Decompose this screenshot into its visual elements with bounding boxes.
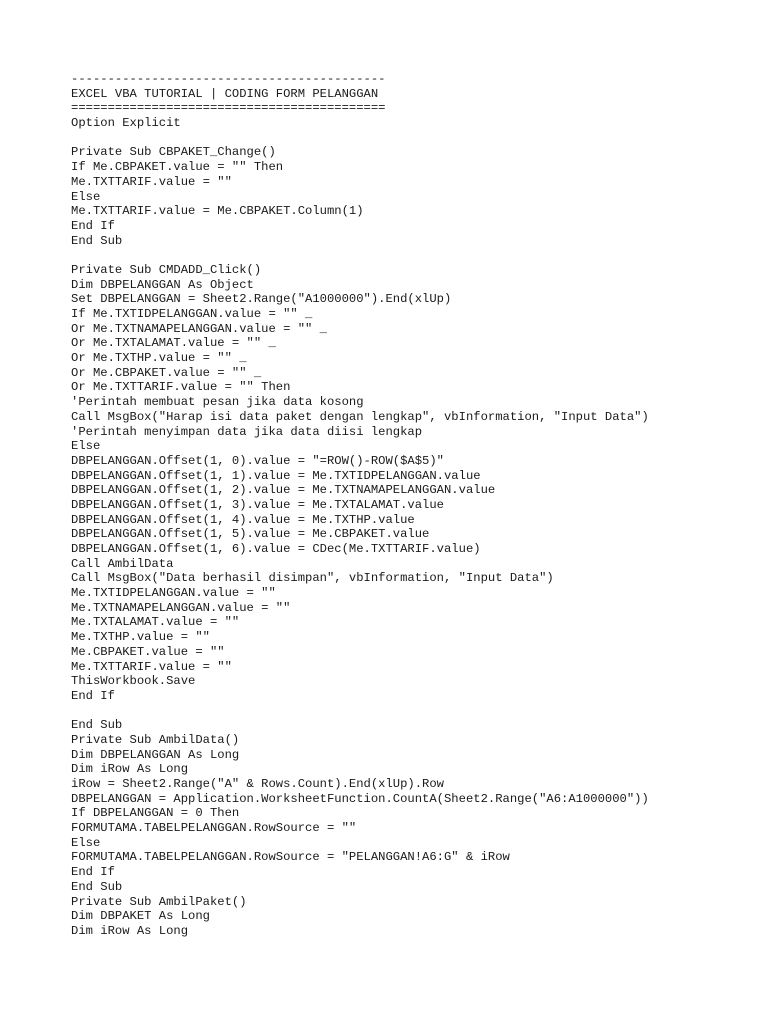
code-line: End Sub <box>71 879 123 894</box>
code-line: Or Me.TXTTARIF.value = "" Then <box>71 380 291 395</box>
code-line: Dim DBPELANGGAN As Object <box>71 277 254 292</box>
code-line: Call AmbilData <box>71 556 174 571</box>
code-line: Call MsgBox("Harap isi data paket dengan lengkap", vbInformation, "Input Data") <box>71 409 649 424</box>
code-line: Private Sub CMDADD_Click() <box>71 262 262 277</box>
code-line: Else <box>71 189 101 204</box>
code-line: Private Sub CBPAKET_Change() <box>71 145 276 160</box>
code-line: DBPELANGGAN.Offset(1, 0).value = "=ROW()-ROW($A$5)" <box>71 453 444 468</box>
code-line: FORMUTAMA.TABELPELANGGAN.RowSource = "PELANGGAN!A6:G" & iRow <box>71 850 510 865</box>
code-line: Or Me.TXTNAMAPELANGGAN.value = "" _ <box>71 321 327 336</box>
code-line <box>71 248 649 263</box>
code-line: Dim DBPELANGGAN As Long <box>71 747 240 762</box>
code-line: Me.TXTTARIF.value = "" <box>71 174 232 189</box>
code-line: DBPELANGGAN.Offset(1, 1).value = Me.TXTIDPELANGGAN.value <box>71 468 481 483</box>
code-line: Me.TXTTARIF.value = "" <box>71 659 232 674</box>
code-line: iRow = Sheet2.Range("A" & Rows.Count).End(xlUp).Row <box>71 777 444 791</box>
code-line: ThisWorkbook.Save <box>71 674 196 689</box>
code-line: Me.TXTIDPELANGGAN.value = "" <box>71 586 276 601</box>
code-line: End Sub <box>71 718 123 733</box>
code-line: Or Me.CBPAKET.value = "" _ <box>71 365 262 380</box>
code-line <box>71 704 649 719</box>
code-listing <box>71 72 649 939</box>
code-line: End If <box>71 865 115 880</box>
code-line: DBPELANGGAN.Offset(1, 6).value = CDec(Me.TXTTARIF.value) <box>71 542 481 556</box>
code-line: DBPELANGGAN.Offset(1, 2).value = Me.TXTNAMAPELANGGAN.value <box>71 483 496 498</box>
code-line: Me.TXTNAMAPELANGGAN.value = "" <box>71 600 291 615</box>
code-line: Set DBPELANGGAN = Sheet2.Range("A1000000").End(xlUp) <box>71 292 452 307</box>
code-line: 'Perintah membuat pesan jika data kosong <box>71 395 364 410</box>
code-line: Call MsgBox("Data berhasil disimpan", vbInformation, "Input Data") <box>71 571 554 586</box>
code-line: DBPELANGGAN.Offset(1, 5).value = Me.CBPAKET.value <box>71 527 430 542</box>
code-line: Me.TXTHP.value = "" <box>71 630 210 645</box>
code-line: EXCEL VBA TUTORIAL | CODING FORM PELANGGAN <box>71 86 379 101</box>
code-line: DBPELANGGAN.Offset(1, 3).value = Me.TXTALAMAT.value <box>71 497 444 512</box>
code-line: Or Me.TXTALAMAT.value = "" _ <box>71 336 276 351</box>
code-line: Else <box>71 439 101 454</box>
code-line <box>71 131 649 146</box>
code-line: End Sub <box>71 233 123 248</box>
code-line: FORMUTAMA.TABELPELANGGAN.RowSource = "" <box>71 821 357 836</box>
code-line: Dim DBPAKET As Long <box>71 909 210 924</box>
code-line: =========================================== <box>71 101 386 116</box>
code-line: DBPELANGGAN = Application.WorksheetFunction.CountA(Sheet2.Range("A6:A1000000")) <box>71 791 649 806</box>
code-line: Option Explicit <box>71 116 181 131</box>
code-line: 'Perintah menyimpan data jika data diisi lengkap <box>71 424 423 439</box>
code-line: Me.CBPAKET.value = "" <box>71 644 225 659</box>
code-line: DBPELANGGAN.Offset(1, 4).value = Me.TXTHP.value <box>71 512 415 527</box>
code-line: If DBPELANGGAN = 0 Then <box>71 806 240 821</box>
code-line: Dim iRow As Long <box>71 923 189 938</box>
code-line: If Me.TXTIDPELANGGAN.value = "" _ <box>71 307 313 321</box>
code-line: Me.TXTALAMAT.value = "" <box>71 615 240 630</box>
code-line: Or Me.TXTHP.value = "" _ <box>71 351 247 366</box>
code-line: Private Sub AmbilPaket() <box>71 894 247 909</box>
code-line: Private Sub AmbilData() <box>71 732 240 747</box>
code-line: Me.TXTTARIF.value = Me.CBPAKET.Column(1) <box>71 204 364 219</box>
code-line: If Me.CBPAKET.value = "" Then <box>71 160 284 175</box>
code-line: Dim iRow As Long <box>71 762 189 777</box>
code-line: ------------------------------------------- <box>71 72 386 86</box>
code-line: Else <box>71 835 101 850</box>
code-line: End If <box>71 688 115 703</box>
code-line: End If <box>71 218 115 233</box>
